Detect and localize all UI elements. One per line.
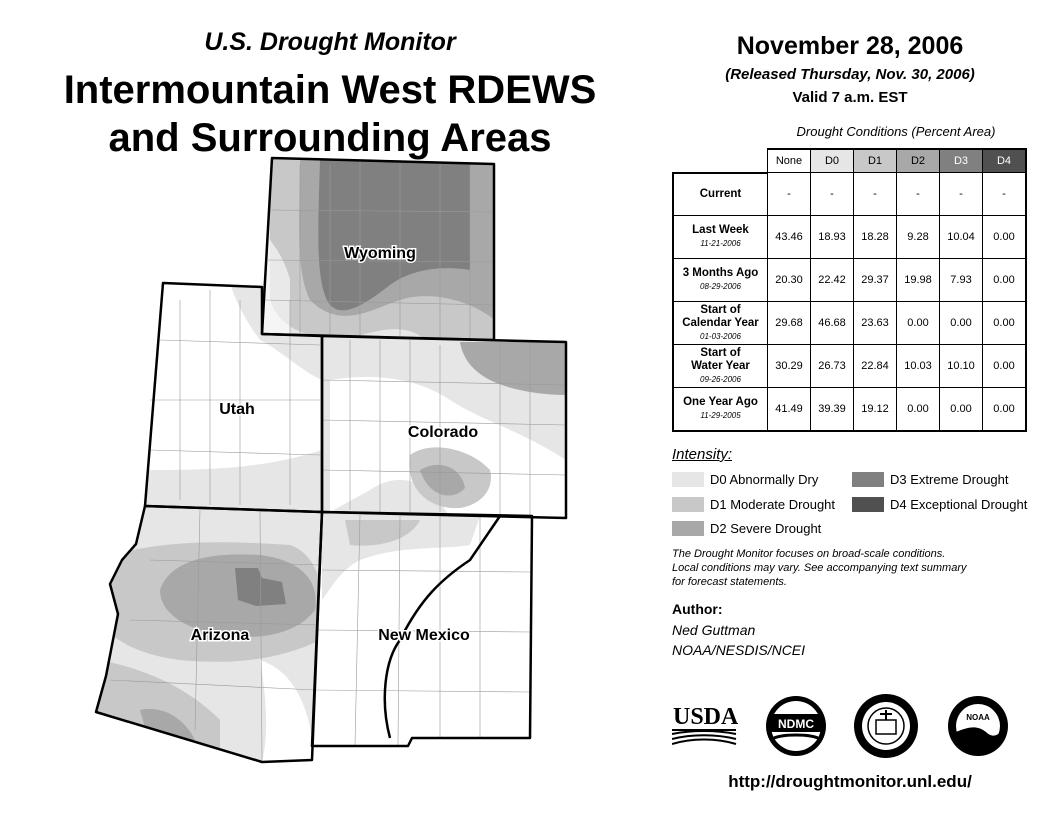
cell: 18.93: [811, 216, 854, 259]
row-label: 3 Months Ago 08-29-2006: [673, 259, 768, 302]
table-row-3-months-ago: [673, 259, 1026, 302]
legend-label: D1 Moderate Drought: [710, 497, 836, 512]
author-name: Ned Guttman: [672, 622, 756, 638]
cell: 0.00: [940, 388, 983, 431]
cell: 0.00: [897, 302, 940, 345]
cell: 29.37: [854, 259, 897, 302]
cell: 0.00: [983, 259, 1027, 302]
legend-title: Intensity:: [672, 446, 733, 463]
release-date: (Released Thursday, Nov. 30, 2006): [725, 66, 975, 83]
cell: 20.30: [768, 259, 811, 302]
cell: 0.00: [940, 302, 983, 345]
row-label: Current: [673, 173, 768, 216]
cell: -: [897, 173, 940, 216]
table-corner: [673, 149, 768, 173]
cell: 18.28: [854, 216, 897, 259]
cell: 10.04: [940, 216, 983, 259]
noaa-logo: [946, 694, 1010, 758]
row-label: Start of Calendar Year 01-03-2006: [673, 302, 768, 345]
note-line: for forecast statements.: [672, 576, 787, 588]
commerce-seal-logo: [852, 692, 920, 760]
legend-swatch: [672, 497, 704, 512]
disclaimer-note: [672, 547, 1022, 589]
cell: 43.46: [768, 216, 811, 259]
legend-swatch: [672, 472, 704, 487]
table-row-start-water-year: [673, 345, 1026, 388]
state-label-colorado: Colorado: [407, 424, 479, 441]
cell: 26.73: [811, 345, 854, 388]
cell: 46.68: [811, 302, 854, 345]
cell: 19.98: [897, 259, 940, 302]
cell: 7.93: [940, 259, 983, 302]
author-label: Author:: [672, 601, 723, 617]
cell: 22.84: [854, 345, 897, 388]
row-label: Start of Water Year 09-26-2006: [673, 345, 768, 388]
col-header-none: None: [768, 149, 811, 173]
author-org: NOAA/NESDIS/NCEI: [672, 642, 806, 658]
legend-item-d4: [852, 497, 1027, 512]
cell: 19.12: [854, 388, 897, 431]
cell: 23.63: [854, 302, 897, 345]
table-header-row: [673, 149, 1026, 173]
cell: 0.00: [983, 388, 1027, 431]
table-row-start-calendar-year: [673, 302, 1026, 345]
note-line: The Drought Monitor focuses on broad-scale conditions.: [672, 548, 946, 560]
valid-time: Valid 7 a.m. EST: [792, 89, 908, 106]
cell: 39.39: [811, 388, 854, 431]
table-caption: Drought Conditions (Percent Area): [796, 124, 996, 139]
drought-conditions-table: [672, 148, 1027, 432]
cell: 30.29: [768, 345, 811, 388]
cell: 41.49: [768, 388, 811, 431]
legend-label: D4 Exceptional Drought: [890, 497, 1028, 512]
note-line: Local conditions may vary. See accompanying text summary: [672, 562, 967, 574]
author-info: [672, 620, 805, 660]
col-header-d3: D3: [940, 149, 983, 173]
state-label-arizona: Arizona: [190, 627, 250, 644]
table-row-current: [673, 173, 1026, 216]
legend-swatch: [852, 472, 884, 487]
state-label-utah: Utah: [219, 401, 255, 418]
cell: 22.42: [811, 259, 854, 302]
cell: 10.10: [940, 345, 983, 388]
col-header-d2: D2: [897, 149, 940, 173]
legend-swatch: [672, 521, 704, 536]
cell: 0.00: [983, 302, 1027, 345]
row-label: One Year Ago 11-29-2005: [673, 388, 768, 431]
col-header-d1: D1: [854, 149, 897, 173]
map-supertitle: U.S. Drought Monitor: [204, 28, 456, 56]
cell: -: [940, 173, 983, 216]
state-label-wyoming: Wyoming: [344, 245, 416, 262]
legend-item-d1: [672, 497, 835, 512]
state-label-new-mexico: New Mexico: [378, 627, 470, 644]
legend-item-d0: [672, 472, 818, 487]
svg-text:NOAA: NOAA: [966, 713, 990, 722]
col-header-d0: D0: [811, 149, 854, 173]
cell: -: [854, 173, 897, 216]
legend-item-d3: [852, 472, 1009, 487]
usda-logo: [672, 700, 738, 750]
cell: -: [983, 173, 1027, 216]
map-title-line1: Intermountain West RDEWS: [63, 68, 597, 112]
map-title-line2: and Surrounding Areas: [108, 116, 552, 160]
legend-label: D3 Extreme Drought: [890, 472, 1009, 487]
cell: 9.28: [897, 216, 940, 259]
cell: 0.00: [897, 388, 940, 431]
cell: -: [768, 173, 811, 216]
svg-text:NDMC: NDMC: [778, 717, 814, 731]
legend-label: D0 Abnormally Dry: [710, 472, 819, 487]
cell: 0.00: [983, 216, 1027, 259]
table-row-one-year-ago: [673, 388, 1026, 431]
website-link[interactable]: http://droughtmonitor.unl.edu/: [728, 772, 972, 791]
cell: 29.68: [768, 302, 811, 345]
ndmc-logo: [764, 694, 828, 758]
table-row-last-week: [673, 216, 1026, 259]
legend-swatch: [852, 497, 884, 512]
cell: -: [811, 173, 854, 216]
cell: 10.03: [897, 345, 940, 388]
cell: 0.00: [983, 345, 1027, 388]
col-header-d4: D4: [983, 149, 1027, 173]
svg-text:USDA: USDA: [673, 704, 738, 730]
map-date: November 28, 2006: [736, 32, 964, 60]
row-label: Last Week 11-21-2006: [673, 216, 768, 259]
legend-item-d2: [672, 521, 821, 536]
legend-label: D2 Severe Drought: [710, 521, 822, 536]
